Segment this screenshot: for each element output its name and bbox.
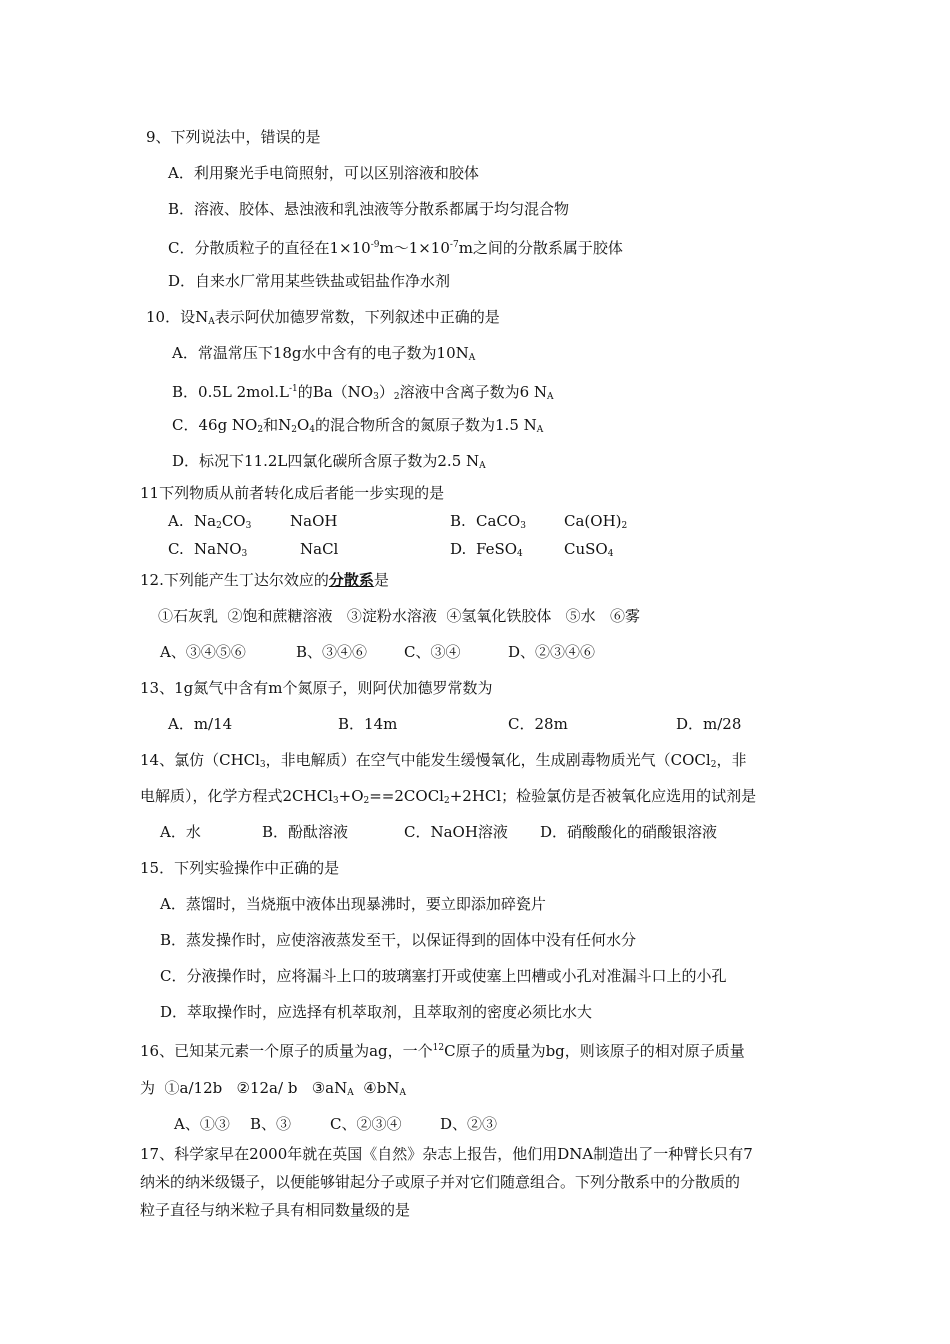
q11-option-a-label: A. <box>168 512 184 530</box>
q11-option-c-to: NaCl <box>300 540 339 558</box>
q11-option-b-label: B. <box>450 512 466 530</box>
q15-option-a: A．蒸馏时，当烧瓶中液体出现暴沸时，要立即添加碎瓷片 <box>160 895 546 913</box>
q12-stem: 12.下列能产生丁达尔效应的分散系是 <box>140 571 389 589</box>
q12-option-b: B、③④⑥ <box>296 643 368 661</box>
q11-option-a-to: NaOH <box>290 512 338 530</box>
q13-option-a: A．m/14 <box>168 715 233 733</box>
q16-option-d: D、②③ <box>440 1115 498 1133</box>
q13-stem: 13、1g氮气中含有m个氮原子，则阿伏加德罗常数为 <box>140 679 493 697</box>
q9-option-d: D．自来水厂常用某些铁盐或铝盐作净水剂 <box>168 272 451 290</box>
q11-stem: 11下列物质从前者转化成后者能一步实现的是 <box>140 484 445 502</box>
q14-stem-line2: 电解质），化学方程式$2CHCl_3+O_2==2COCl_2+2HCl$；检验氯仿是否被氧化应选用的试剂是 <box>140 787 757 806</box>
q17-stem-line1: 17、科学家早在2000年就在英国《自然》杂志上报告，他们用DNA制造出了一种臂长只有7 <box>140 1145 753 1163</box>
q9-stem: 9、下列说法中，错误的是 <box>146 128 321 146</box>
q10-option-b: B．0.5L $2mol.L^{-1}$的$Ba(NO_3)_2$溶液中含离子数为6 $N_A$ <box>172 383 554 402</box>
q11-option-d-label: D. <box>450 540 467 558</box>
q9-option-c: C．分散质粒子的直径在$1\times 10^{-9}m\sim 1\times 10^{-7}m$之间的分散系属于胶体 <box>168 239 623 257</box>
q11-option-c-from: NaNO$_3$ <box>194 540 248 559</box>
q16-stem-line2: 为 ①a/12b ②12a/ b $③aN_A$ $④bN_A$ <box>140 1079 406 1098</box>
q16-option-a: A、①③ <box>174 1115 230 1133</box>
q9-option-a: A．利用聚光手电筒照射，可以区别溶液和胶体 <box>168 164 479 182</box>
q11-option-b-to: $Ca(OH)_2$ <box>564 512 628 531</box>
q17-stem-line3: 粒子直径与纳米粒子具有相同数量级的是 <box>140 1201 411 1219</box>
q11-option-d-from: FeSO$_4$ <box>476 540 523 559</box>
q11-option-b-from: CaCO$_3$ <box>476 512 526 531</box>
q14-option-c: C．NaOH溶液 <box>404 823 508 841</box>
q9-option-b: B．溶液、胶体、悬浊液和乳浊液等分散系都属于均匀混合物 <box>168 200 570 218</box>
q10-option-c: C．46g $NO_2$和$N_2O_4$的混合物所含的氮原子数为1.5 $N_A$ <box>172 416 544 435</box>
q15-option-b: B．蒸发操作时，应使溶液蒸发至干，以保证得到的固体中没有任何水分 <box>160 931 637 949</box>
q15-option-d: D．萃取操作时，应选择有机萃取剂，且萃取剂的密度必须比水大 <box>160 1003 593 1021</box>
q12-items: ①石灰乳 ②饱和蔗糖溶液 ③淀粉水溶液 ④氢氧化铁胶体 ⑤水 ⑥雾 <box>158 607 640 625</box>
q14-stem-line1: 14、氯仿（CHCl$_3$，非电解质）在空气中能发生缓慢氧化，生成剧毒物质光气（COCl$_2$，非 <box>140 751 747 770</box>
q17-stem-line2: 纳米的纳米级镊子，以便能够钳起分子或原子并对它们随意组合。下列分散系中的分散质的 <box>140 1173 741 1191</box>
q16-stem-line1: 16、已知某元素一个原子的质量为ag，一个$^{12}$C原子的质量为bg，则该原子的相对原子质量 <box>140 1042 745 1060</box>
q12-option-a: A、③④⑤⑥ <box>160 643 246 661</box>
q10-stem: 10．设$N_A$表示阿伏加德罗常数，下列叙述中正确的是 <box>146 308 500 327</box>
q11-option-d-to: CuSO$_4$ <box>564 540 614 559</box>
q10-option-a: A．常温常压下18g水中含有的电子数为$10N_A$ <box>172 344 476 363</box>
q11-option-a-from: $Na_2CO_3$ <box>194 512 252 531</box>
q10-option-d: D．标况下11.2L四氯化碳所含原子数为2.5 $N_A$ <box>172 452 486 471</box>
q13-option-d: D．m/28 <box>676 715 742 733</box>
q13-option-c: C．28m <box>508 715 568 733</box>
q14-option-b: B．酚酞溶液 <box>262 823 349 841</box>
q15-option-c: C．分液操作时，应将漏斗上口的玻璃塞打开或使塞上凹槽或小孔对准漏斗口上的小孔 <box>160 967 727 985</box>
q15-stem: 15．下列实验操作中正确的是 <box>140 859 340 877</box>
q16-option-b: B、③ <box>250 1115 292 1133</box>
q12-option-c: C、③④ <box>404 643 461 661</box>
q14-option-a: A．水 <box>160 823 201 841</box>
q14-option-d: D．硝酸酸化的硝酸银溶液 <box>540 823 718 841</box>
q13-option-b: B．14m <box>338 715 398 733</box>
q11-option-c-label: C. <box>168 540 184 558</box>
q16-option-c: C、②③④ <box>330 1115 402 1133</box>
q12-option-d: D、②③④⑥ <box>508 643 596 661</box>
